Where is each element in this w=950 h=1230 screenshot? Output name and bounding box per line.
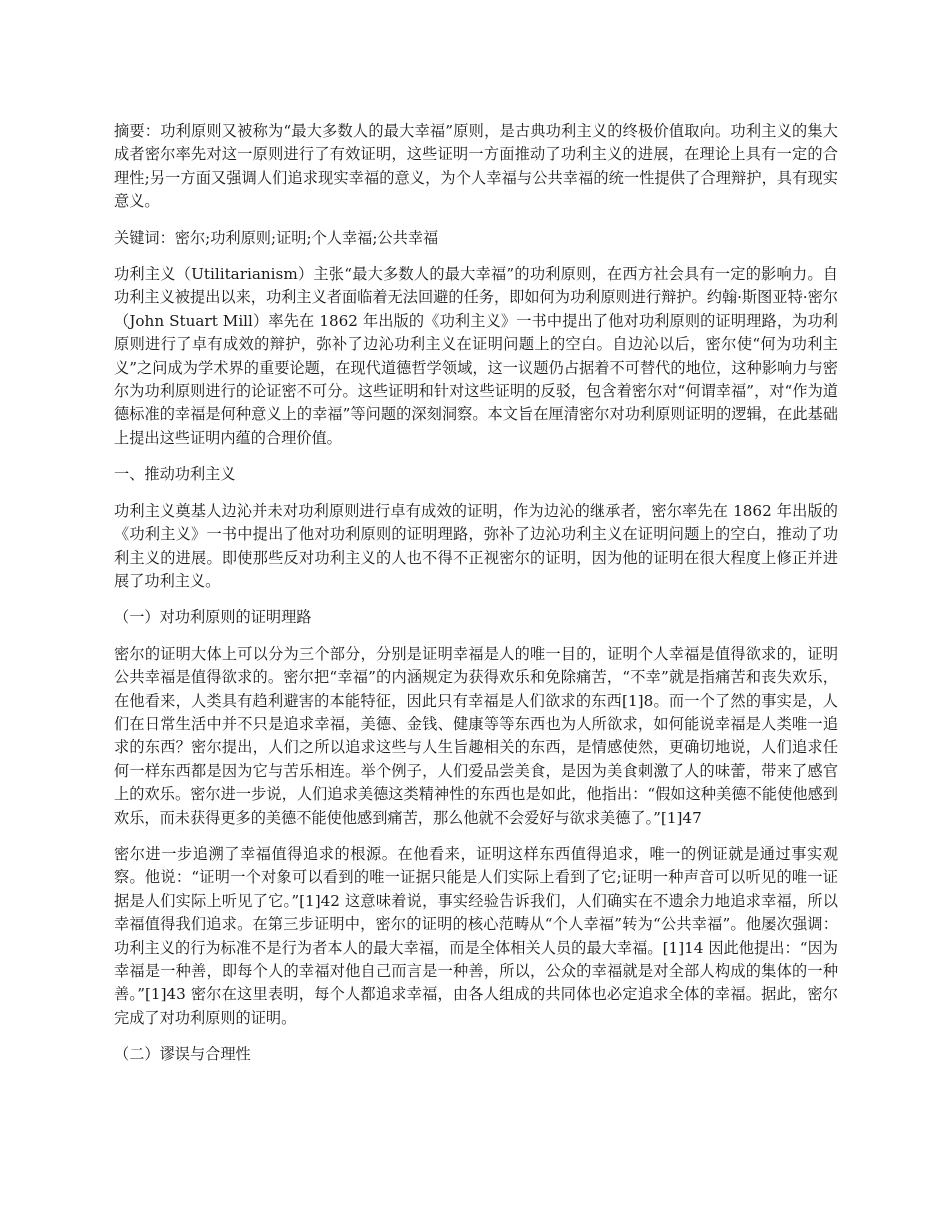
abstract-paragraph: 摘要：功利原则又被称为“最大多数人的最大幸福”原则，是古典功利主义的终极价值取向。功利主义的集大成者密尔率先对这一原则进行了有效证明，这些证明一方面推动了功利主义的进展，在理论上具有一定的合理性;另一方面又强调人们追求现实幸福的意义，为个人幸福与公共幸福的统一性提供了合理辩护，具有现实意义。: [114, 122, 838, 211]
subsection-2-heading: （二）谬误与合理性: [114, 1045, 251, 1064]
subsection-1-paragraph-1: 密尔的证明大体上可以分为三个部分，分别是证明幸福是人的唯一目的，证明个人幸福是值得欲求的，证明公共幸福是值得欲求的。密尔把“幸福”的内涵规定为获得欢乐和免除痛苦，“不幸”就是指痛苦和丧失欢乐，在他看来，人类具有趋利避害的本能特征，因此只有幸福是人们欲求的东西[1]8。而一个了然的事实是，人们在日常生活中并不只是追求幸福，美德、金钱、健康等等东西也为人所欲求，如何能说幸福是人类唯一追求的东西？密尔提出，人们之所以追求这些与人生旨趣相关的东西，是情感使然，更确切地说，人们追求任何一样东西都是因为它与苦乐相连。举个例子，人们爱品尝美食，是因为美食刺激了人的味蕾，带来了感官上的欢乐。密尔进一步说，人们追求美德这类精神性的东西也是如此，他指出：“假如这种美德不能使他感到欢乐，而未获得更多的美德不能使他感到痛苦，那么他就不会爱好与欲求美德了。”[1]47: [114, 644, 838, 827]
subsection-1-paragraph-2: 密尔进一步追溯了幸福值得追求的根源。在他看来，证明这样东西值得追求，唯一的例证就是通过事实观察。他说：“证明一个对象可以看到的唯一证据只能是人们实际上看到了它;证明一种声音可以听见的唯一证据是人们实际上听见了它。”[1]42 这意味着说，事实经验告诉我们，人们确实在不遗余力地追求幸福，所以幸福值得我们追求。在第三步证明中，密尔的证明的核心范畴从“个人幸福”转为“公共幸福”。他屡次强调：功利主义的行为标准不是行为者本人的最大幸福，而是全体相关人员的最大幸福。[1]14 因此他提出：“因为幸福是一种善，即每个人的幸福对他自己而言是一种善，所以，公众的幸福就是对全部人构成的集体的一种善。”[1]43 密尔在这里表明，每个人都追求幸福，由各人组成的共同体也必定追求全体的幸福。据此，密尔完成了对功利原则的证明。: [114, 844, 838, 1027]
document-body: [114, 120, 838, 1080]
section-1-heading: 一、推动功利主义: [114, 465, 236, 484]
intro-paragraph: 功利主义（Utilitarianism）主张“最大多数人的最大幸福”的功利原则，在西方社会具有一定的影响力。自功利主义被提出以来，功利主义者面临着无法回避的任务，即如何为功利原则进行辩护。约翰·斯图亚特·密尔（John Stuart Mill）率先在 1862 年出版的《功利主义》一书中提出了他对功利原则的证明理路，为功利原则进行了卓有成效的辩护，弥补了边沁功利主义在证明问题上的空白。自边沁以后，密尔使“何为功利主义”之问成为学术界的重要论题，在现代道德哲学领域，这一议题仍占据着不可替代的地位，这种影响力与密尔为功利原则进行的论证密不可分。这些证明和针对这些证明的反驳，包含着密尔对“何谓幸福”，对“作为道德标准的幸福是何种意义上的幸福”等问题的深刻洞察。本文旨在厘清密尔对功利原则证明的逻辑，在此基础上提出这些证明内蕴的合理价值。: [114, 265, 838, 447]
section-1-paragraph: 功利主义奠基人边沁并未对功利原则进行卓有成效的证明，作为边沁的继承者，密尔率先在 1862 年出版的《功利主义》一书中提出了他对功利原则的证明理路，弥补了边沁功利主义在证明问题上的空白，推动了功利主义的进展。即使那些反对功利主义的人也不得不正视密尔的证明，因为他的证明在很大程度上修正并进展了功利主义。: [114, 501, 838, 590]
subsection-1-heading: （一）对功利原则的证明理路: [114, 608, 312, 627]
keywords-line: 关键词：密尔;功利原则;证明;个人幸福;公共幸福: [114, 228, 439, 247]
